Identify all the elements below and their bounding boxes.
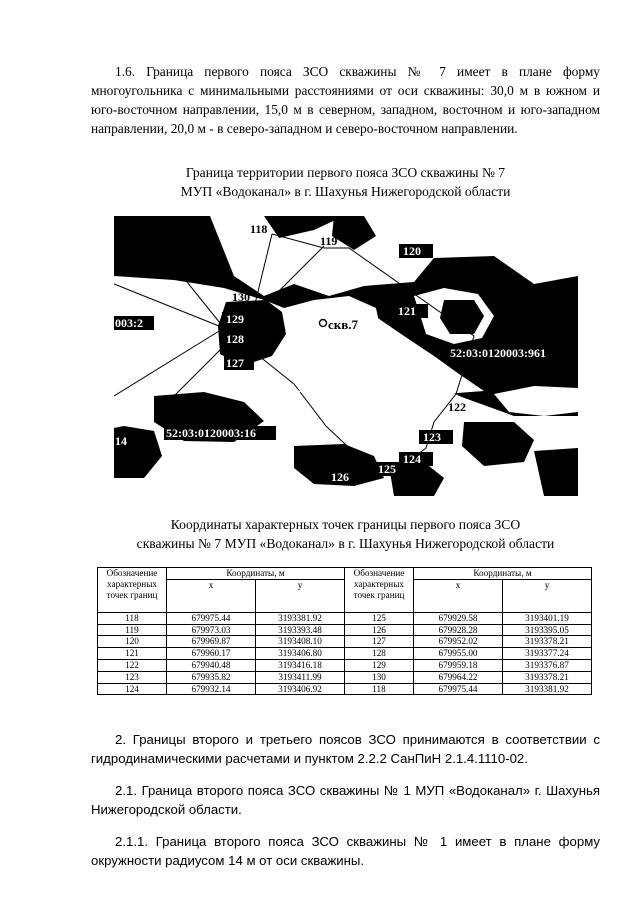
map-label-119: 119	[320, 234, 338, 248]
map-label-122: 122	[448, 400, 466, 414]
map-label-127: 127	[226, 356, 244, 370]
header-x-left: x	[167, 579, 256, 612]
table-row: 120 679969.87 3193408.10 127 679952.02 3193378.21	[98, 636, 592, 648]
table-row: 119 679973.03 3193393.48 126 679928.28 3193395.05	[98, 624, 592, 636]
table-caption-line-2: скважины № 7 МУП «Водоканал» в г. Шахунья Нижегородской области	[136, 536, 555, 551]
map-caption-line-2: МУП «Водоканал» в г. Шахунья Нижегородской области	[180, 184, 511, 199]
table-row: 122 679940.48 3193416.18 129 679959.18 3193376.87	[98, 659, 592, 671]
map-label-120: 120	[403, 244, 421, 258]
table-header-row	[98, 568, 592, 580]
table-row: 124 679932.14 3193406.92 118 679975.44 3193381.92	[98, 683, 592, 695]
section-2-1-1-paragraph: 2.1.1. Граница второго пояса ЗСО скважины № 1 имеет в плане форму окружности радиусом 14 м от оси скважины.	[91, 834, 600, 868]
map-label-14: 14	[115, 434, 127, 448]
boundary-map-svg	[114, 216, 578, 496]
map-label-parcel-left: 003:2	[115, 316, 143, 330]
section-2-1-paragraph: 2.1. Граница второго пояса ЗСО скважины № 1 МУП «Водоканал» г. Шахунья Нижегородской области.	[91, 783, 600, 817]
boundary-map-image	[114, 216, 578, 496]
table-row: 121 679960.17 3193406.80 128 679955.00 3193377.24	[98, 648, 592, 660]
header-point-right: Обозначение характерных точек границ	[345, 568, 414, 613]
table-row: 118 679975.44 3193381.92 125 679929.58 3193401.19	[98, 612, 592, 624]
map-label-well: скв.7	[328, 317, 359, 332]
table-caption-line-1: Координаты характерных точек границы первого пояса ЗСО	[170, 517, 521, 532]
map-label-parcel-16: 52:03:0120003:16	[166, 426, 256, 440]
section-2-paragraph: 2. Границы второго и третьего поясов ЗСО принимаются в соответствии с гидродинамическими расчетами и пунктом 2.2.2 СанПиН 2.1.4.1110-02.	[91, 732, 600, 766]
map-caption-line-1: Граница территории первого пояса ЗСО скважины № 7	[185, 165, 506, 180]
map-label-parcel-961: 52:03:0120003:961	[450, 346, 546, 360]
coordinates-table	[97, 567, 592, 695]
map-label-129: 129	[226, 312, 244, 326]
map-label-126: 126	[331, 470, 349, 484]
map-label-124: 124	[403, 452, 421, 466]
header-y-right: y	[503, 579, 592, 612]
section-1-6-paragraph: 1.6. Граница первого пояса ЗСО скважины № 7 имеет в плане форму многоугольника с минимальными расстояниями от оси скважины: 30,0 м в южном и юго-восточном направлении, 15,0 м в северном, западном, восточном и юго-западном направлении, 20,0 м - в северо-западном и северо-восточном направлении.	[91, 64, 600, 136]
header-point-left: Обозначение характерных точек границ	[98, 568, 167, 613]
map-label-123: 123	[423, 430, 441, 444]
map-label-121: 121	[398, 304, 416, 318]
header-y-left: y	[256, 579, 345, 612]
map-label-125: 125	[378, 462, 396, 476]
map-label-128: 128	[226, 332, 244, 346]
header-coords-left: Координаты, м	[167, 568, 345, 580]
header-x-right: x	[414, 579, 503, 612]
header-coords-right: Координаты, м	[414, 568, 592, 580]
map-label-118: 118	[250, 222, 268, 236]
table-row: 123 679935.82 3193411.99 130 679964.22 3193378.21	[98, 671, 592, 683]
map-label-130: 130	[232, 290, 250, 304]
